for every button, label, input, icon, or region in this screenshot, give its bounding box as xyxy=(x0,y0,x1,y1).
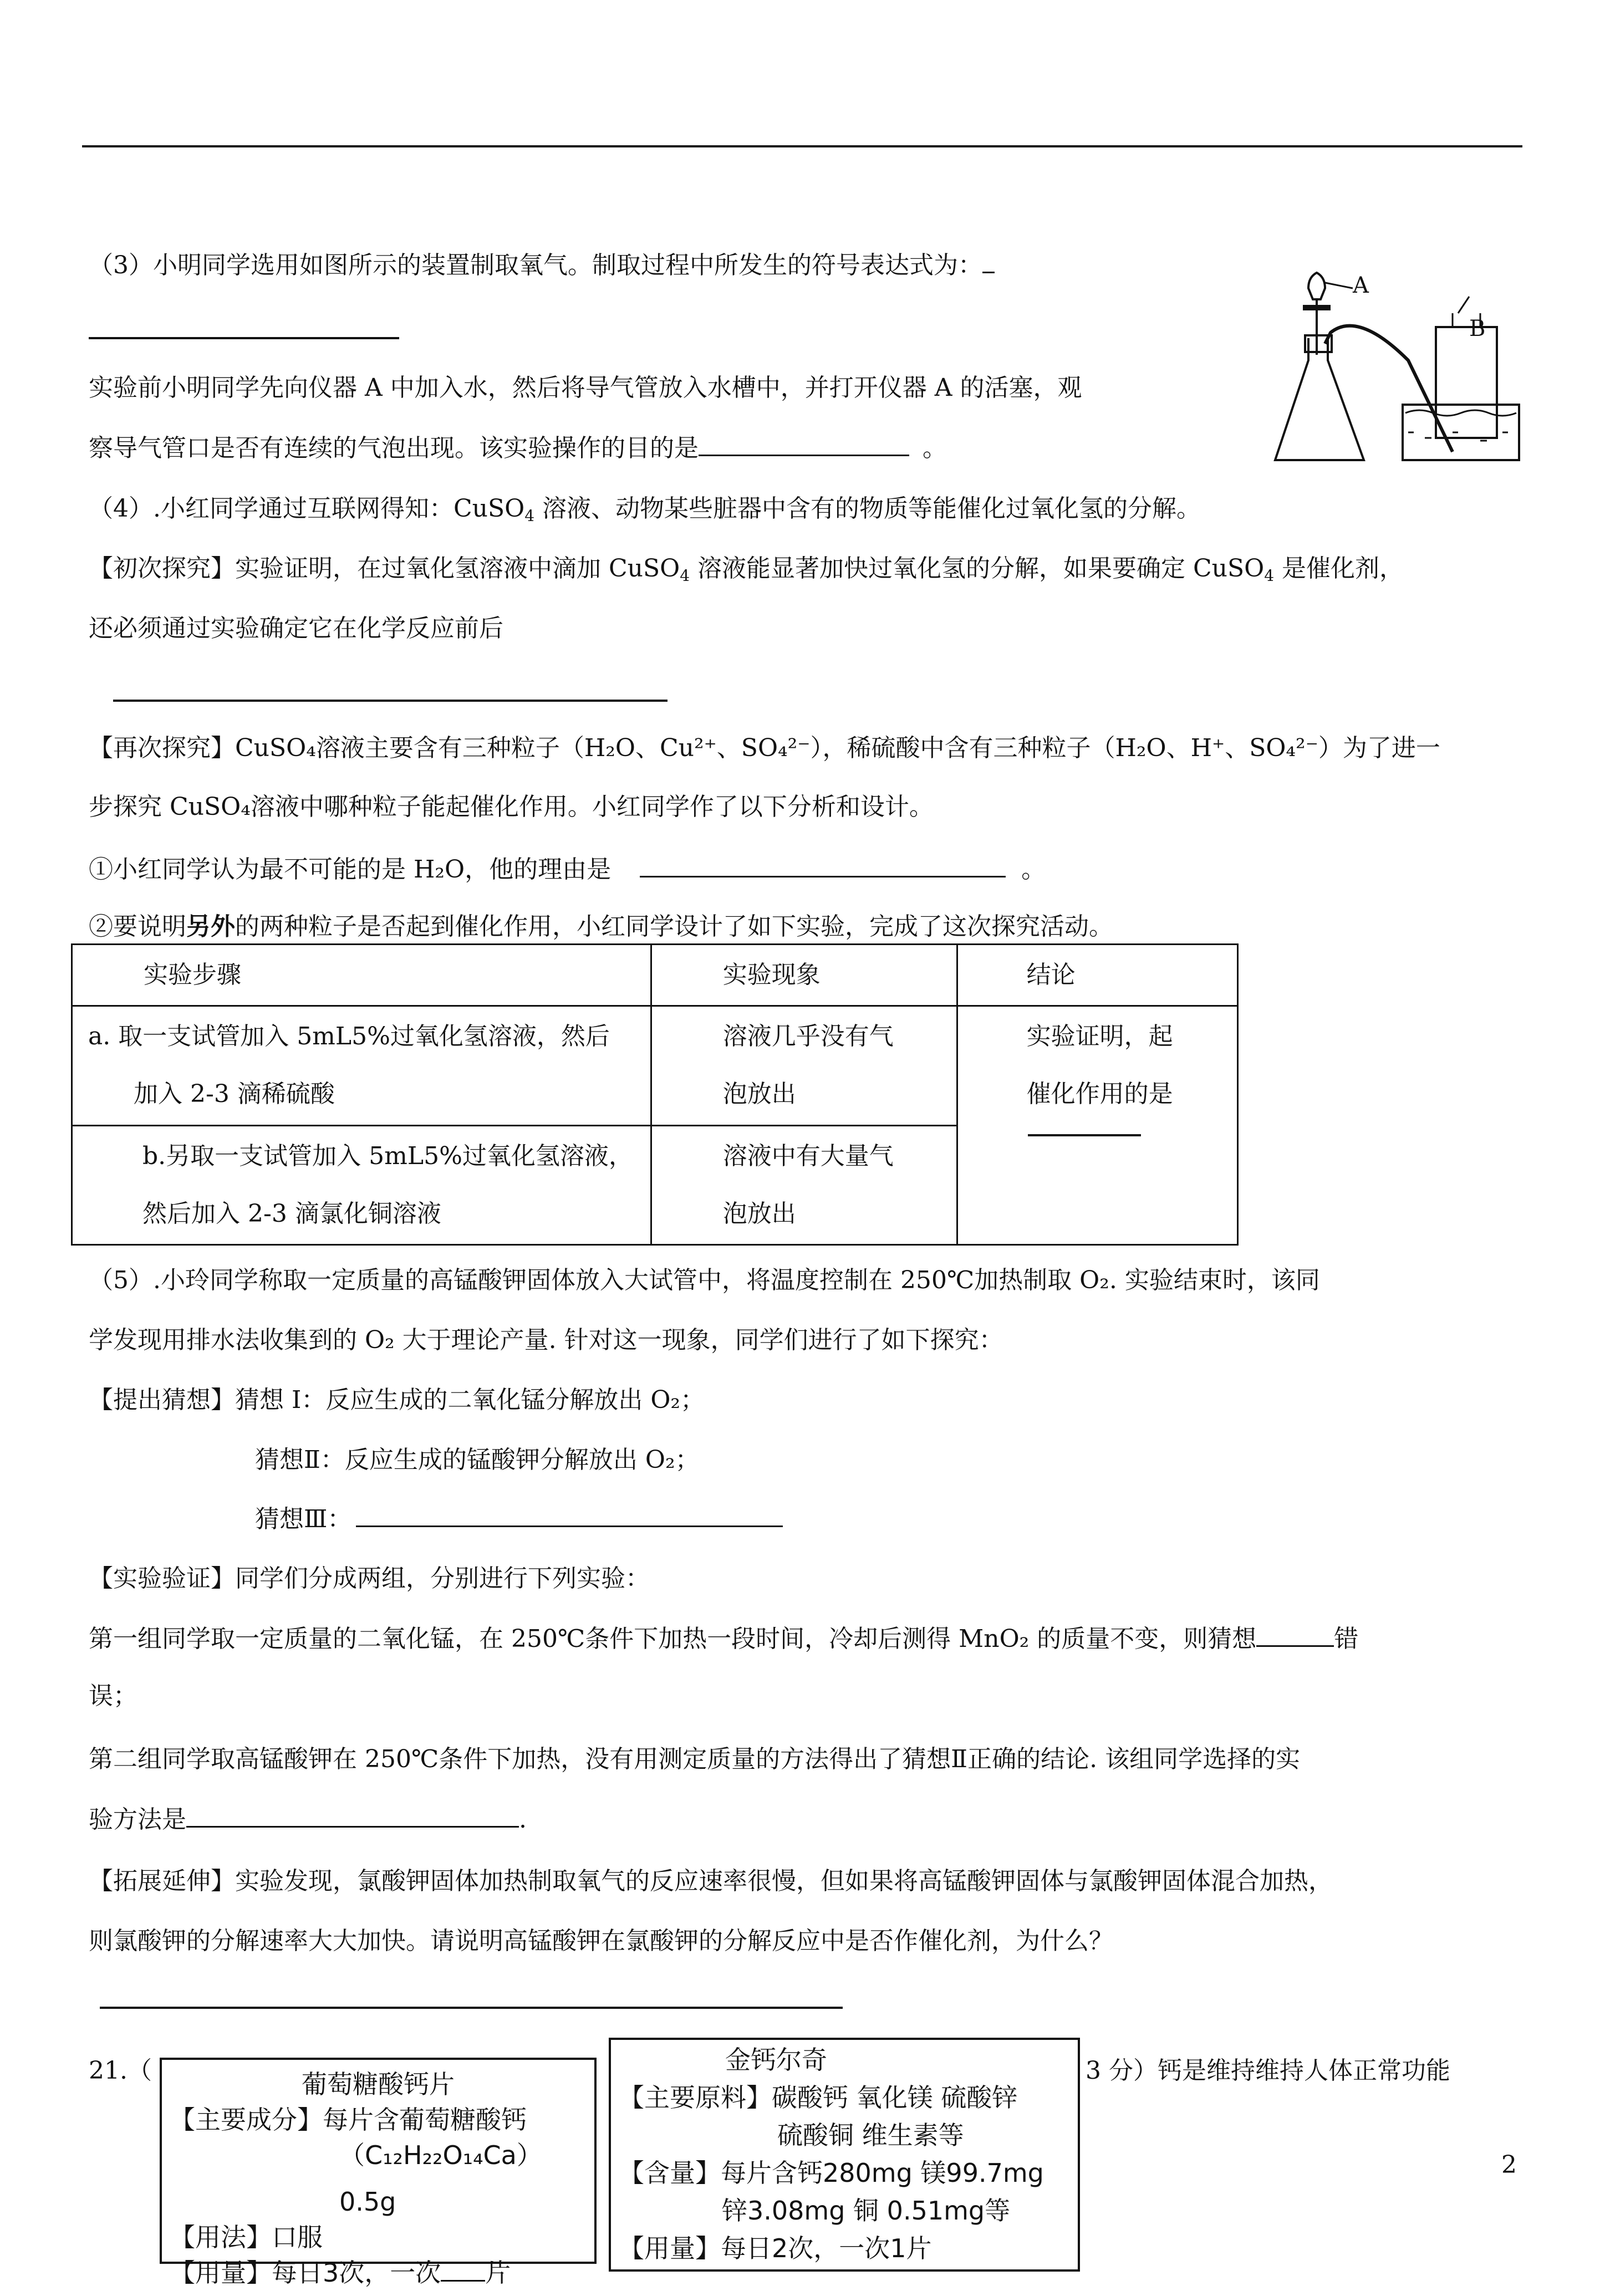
label1-line3: 【用法】口服 xyxy=(170,2222,323,2252)
q5-hypothesis-1: 【提出猜想】猜想 Ⅰ：反应生成的二氧化锰分解放出 O₂； xyxy=(89,1386,705,1414)
q21-number: 21.（ xyxy=(89,2057,152,2085)
q5-group1-line2: 误； xyxy=(89,1682,137,1710)
q4-second-line2: 步探究 CuSO₄溶液中哪种粒子能起催化作用。小红同学作了以下分析和设计。 xyxy=(89,793,934,821)
row-a-step-line1: a. 取一支试管加入 5mL5%过氧化氢溶液，然后 xyxy=(88,1022,610,1050)
fig-label-a: A xyxy=(1353,273,1369,298)
q3-line3: 察导气管口是否有连续的气泡出现。该实验操作的目的是 。 xyxy=(89,432,947,464)
experiment-table xyxy=(71,943,1239,1246)
table-header-conclusion: 结论 xyxy=(1026,961,1076,989)
q5-extension-line1: 【拓展延伸】实验发现，氯酸钾固体加热制取氧气的反应速率很慢，但如果将高锰酸钾固体与氯酸钾固体混合加热， xyxy=(89,1867,1333,1895)
row-a-observation-line1: 溶液几乎没有气 xyxy=(722,1022,894,1050)
label1-line4: 【用量】每日3次，一次 片 xyxy=(170,2258,511,2288)
table-header-observation: 实验现象 xyxy=(722,961,821,989)
q3-line1: （3）小明同学选用如图所示的装置制取氧气。制取过程中所发生的符号表达式为： xyxy=(89,249,995,281)
label-jin-gai-er-qi xyxy=(609,2038,1080,2272)
q5-line1: （5）.小玲同学称取一定质量的高锰酸钾固体放入大试管中，将温度控制在 250℃加热制取 O₂. 实验结束时，该同 xyxy=(89,1266,1320,1294)
row-b-observation-line1: 溶液中有大量气 xyxy=(722,1142,894,1170)
q5-extension-line2: 则氯酸钾的分解速率大大加快。请说明高锰酸钾在氯酸钾的分解反应中是否作催化剂，为什么？ xyxy=(89,1927,1113,1955)
fig-label-b: B xyxy=(1469,316,1486,341)
table-header-step: 实验步骤 xyxy=(144,961,241,989)
q5-extension-blank xyxy=(100,2007,843,2009)
q4-first-blank xyxy=(113,700,668,702)
q4-first-line1: 【初次探究】实验证明，在过氧化氢溶液中滴加 CuSO$_4$ 溶液能显著加快过氧化氢的分解，如果要确定 CuSO$_4$ 是催化剂， xyxy=(89,554,1404,585)
page-number: 2 xyxy=(1501,2151,1517,2179)
label2-line2: 硫酸铜 维生素等 xyxy=(777,2120,964,2150)
q4-item2: ②要说明另外的两种粒子是否起到催化作用，小红同学设计了如下实验，完成了这次探究活动。 xyxy=(89,912,1113,941)
q3-line2: 实验前小明同学先向仪器 A 中加入水，然后将导气管放入水槽中，并打开仪器 A 的活塞，观 xyxy=(89,374,1082,402)
label2-line4: 锌3.08mg 铜 0.51mg等 xyxy=(722,2196,1011,2226)
q4-second-line1: 【再次探究】CuSO₄溶液主要含有三种粒子（H₂O、Cu²⁺、SO₄²⁻），稀硫酸中含有三种粒子（H₂O、H⁺、SO₄²⁻）为了进一 xyxy=(89,734,1440,762)
q21-stem-tail: 3 分）钙是维持维持人体正常功能 xyxy=(1086,2057,1450,2085)
row-b-step-line2: 然后加入 2-3 滴氯化铜溶液 xyxy=(142,1200,441,1228)
q5-verify: 【实验验证】同学们分成两组，分别进行下列实验： xyxy=(89,1564,650,1593)
label1-title: 葡萄糖酸钙片 xyxy=(302,2069,455,2099)
label2-title: 金钙尔奇 xyxy=(725,2045,827,2075)
row-b-step-line1: b.另取一支试管加入 5mL5%过氧化氢溶液， xyxy=(142,1142,633,1170)
q4-first-line2: 还必须通过实验确定它在化学反应前后 xyxy=(89,614,503,642)
row-a-step-line2: 加入 2-3 滴稀硫酸 xyxy=(134,1080,335,1108)
label1-line1: 【主要成分】每片含葡萄糖酸钙 xyxy=(170,2105,527,2135)
q5-group1-line1: 第一组同学取一定质量的二氧化锰，在 250℃条件下加热一段时间，冷却后测得 MnO₂ 的质量不变，则猜想 错 xyxy=(89,1623,1358,1655)
q3-answer-blank xyxy=(89,337,399,339)
label2-line3: 【含量】每片含钙280mg 镁99.7mg xyxy=(619,2158,1044,2188)
label2-line5: 【用量】每日2次，一次1片 xyxy=(619,2233,932,2263)
q5-line2: 学发现用排水法收集到的 O₂ 大于理论产量. 针对这一现象，同学们进行了如下探究： xyxy=(89,1326,1003,1354)
conclusion-line1: 实验证明，起 xyxy=(1026,1022,1173,1050)
q5-hypothesis-3: 猜想Ⅲ： xyxy=(255,1503,783,1535)
label2-line1: 【主要原料】碳酸钙 氧化镁 硫酸锌 xyxy=(619,2083,1018,2113)
q5-hypothesis-2: 猜想Ⅱ：反应生成的锰酸钾分解放出 O₂； xyxy=(255,1446,700,1474)
q4-item1: ①小红同学认为最不可能的是 H₂O，他的理由是 。 xyxy=(89,854,1046,885)
table-row xyxy=(72,1006,1238,1126)
q4-intro: （4）.小红同学通过互联网得知：CuSO$_4$ 溶液、动物某些脏器中含有的物质等能催化过氧化氢的分解。 xyxy=(89,494,1201,525)
header-rule xyxy=(82,145,1522,147)
row-b-observation-line2: 泡放出 xyxy=(722,1200,796,1228)
q5-group2-line2: 验方法是 . xyxy=(89,1804,527,1835)
label-calcium-gluconate xyxy=(160,2058,597,2288)
conclusion-line2: 催化作用的是 xyxy=(1026,1080,1173,1108)
row-a-observation-line2: 泡放出 xyxy=(722,1080,796,1108)
label1-line2: （C₁₂H₂₂O₁₄Ca）0.5g xyxy=(339,2140,542,2217)
apparatus-figure xyxy=(1270,266,1530,477)
q5-group2-line1: 第二组同学取高锰酸钾在 250℃条件下加热，没有用测定质量的方法得出了猜想Ⅱ正确的结论. 该组同学选择的实 xyxy=(89,1745,1301,1773)
